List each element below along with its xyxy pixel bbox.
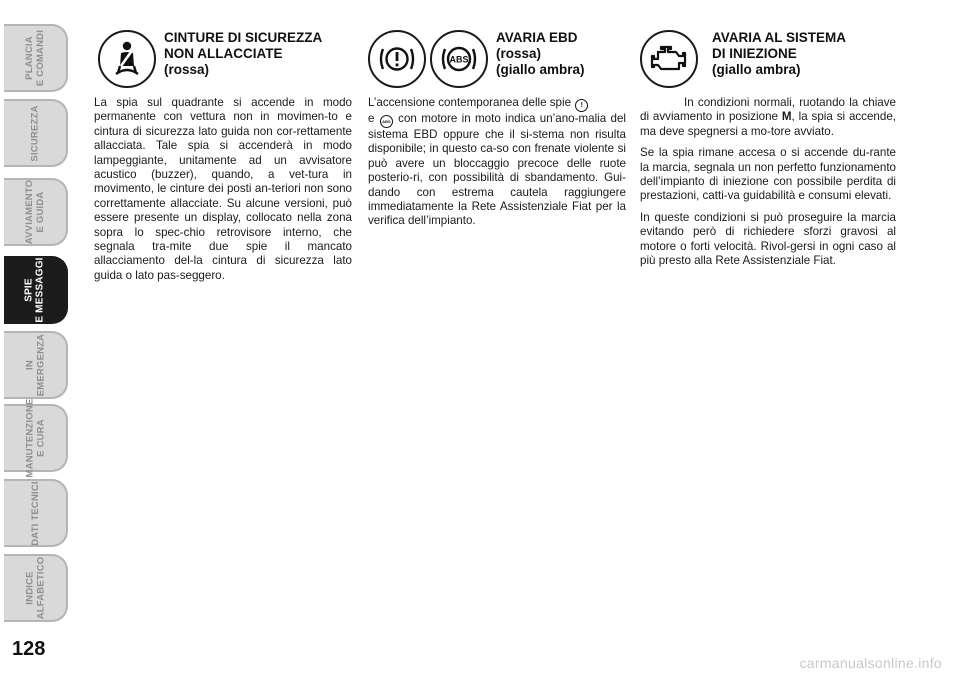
text-run: con motore in moto indica un’ano-malia del sistema EBD oppure che il si-stema non risulta disponibile; in questo ca-so con frenate violente si può avere un bloccaggio precoce delle ruote posterio-ri, con possibilità di sbandamento. Gui-dando con estrema cautela raggiungere immediatamente la Rete Assistenziale Fiat per la verifica dell’impianto. bbox=[368, 112, 626, 228]
svg-text:ABS: ABS bbox=[449, 54, 469, 65]
tab-label: SICUREZZA bbox=[29, 104, 41, 162]
text-run: e bbox=[368, 112, 375, 125]
seatbelt-icon bbox=[98, 30, 156, 88]
tab-label: PLANCIA E COMANDI bbox=[23, 29, 46, 87]
section-tab-rail bbox=[0, 0, 72, 677]
tab-label: IN EMERGENZA bbox=[24, 333, 46, 397]
section-ebd bbox=[368, 30, 626, 236]
section-heading bbox=[496, 30, 585, 78]
paragraph: La spia sul quadrante si accende in modo permanente con vettura non in movimen-to e cintura di sicurezza lato guida non cor-rettamente allacciata. Tale spia si accenderà in modo lampeggiante, unitamente ad un avvisatore acustico (buzzer), quando, a vet-tura in movimento, le cinture dei posti an-teriori non sono correttamente allacciate. Su alcune versioni, può essere presente un display, collocato nella zona sopra lo spec-chio retrovisore interno, che segnala tra-mite due spie il mancato allacciamento del-la cintura di sicurezza lato guida o lato pas-seggero. bbox=[94, 96, 352, 282]
heading-line: AVARIA EBD bbox=[496, 30, 578, 45]
section-body bbox=[640, 96, 896, 268]
brake-warning-icon bbox=[368, 30, 426, 88]
heading-line: CINTURE DI SICUREZZA bbox=[164, 30, 323, 45]
text-run: , la spia si accende, ma deve spegnersi a mo-tore avviato. bbox=[640, 110, 896, 138]
section-seatbelt bbox=[94, 30, 352, 290]
tab-label: AVVIAMENTO E GUIDA bbox=[24, 179, 46, 245]
tab-label: INDICE ALFABETICO bbox=[24, 556, 47, 620]
page-number: 128 bbox=[12, 638, 46, 660]
abs-icon bbox=[430, 30, 488, 88]
paragraph bbox=[368, 96, 626, 229]
section-body bbox=[94, 96, 352, 283]
section-heading bbox=[164, 30, 322, 78]
tab-spie-e-messaggi[interactable] bbox=[4, 256, 68, 324]
tab-label: MANUTENZIONE E CURA bbox=[24, 398, 46, 478]
tab-avviamento-e-guida[interactable] bbox=[4, 178, 68, 246]
text-run: L’accensione contemporanea delle spie bbox=[368, 96, 572, 109]
paragraph: In queste condizioni si può proseguire la marcia evitando però di richiedere sforzi gravosi al motore o forti velocità. Rivol-gersi in ogni caso al più presto alla Rete Assistenziale Fiat. bbox=[640, 210, 896, 268]
tab-manutenzione-e-cura[interactable] bbox=[4, 398, 68, 478]
inline-brake-warning-icon: ! bbox=[575, 99, 588, 112]
heading-line: NON ALLACCIATE bbox=[164, 46, 283, 61]
paragraph bbox=[640, 96, 896, 139]
tab-dati-tecnici[interactable] bbox=[4, 479, 68, 547]
section-heading bbox=[712, 30, 846, 78]
paragraph: Se la spia rimane accesa o si accende du-rante la marcia, segnala un non perfetto funzionamento dell’impianto di iniezione con possibile perdita di prestazioni, catti-va guidabilità e consumi elevati. bbox=[640, 146, 896, 203]
engine-icon bbox=[640, 30, 698, 88]
heading-line: DI INIEZIONE bbox=[712, 46, 797, 61]
watermark: carmanualsonline.info bbox=[799, 655, 942, 671]
heading-color: (giallo ambra) bbox=[712, 62, 801, 77]
heading-color: (rossa) bbox=[496, 46, 542, 61]
tab-in-emergenza[interactable] bbox=[4, 331, 68, 399]
tab-label: SPIE E MESSAGGI bbox=[24, 257, 47, 323]
section-injection bbox=[640, 30, 896, 275]
heading-color: (giallo ambra) bbox=[496, 62, 585, 77]
inline-abs-icon: ABS bbox=[380, 115, 393, 128]
key-position: M bbox=[781, 110, 792, 124]
heading-line: AVARIA AL SISTEMA bbox=[712, 30, 847, 45]
tab-plancia-e-comandi[interactable] bbox=[4, 24, 68, 92]
heading-color: (rossa) bbox=[164, 62, 210, 77]
tab-sicurezza[interactable] bbox=[4, 99, 68, 167]
tab-indice-alfabetico[interactable] bbox=[4, 554, 68, 622]
tab-label: DATI TECNICI bbox=[29, 480, 41, 546]
text-run: In condizioni normali, ruotando la chiave di avviamento in posizione bbox=[640, 96, 896, 124]
section-body bbox=[368, 96, 626, 229]
